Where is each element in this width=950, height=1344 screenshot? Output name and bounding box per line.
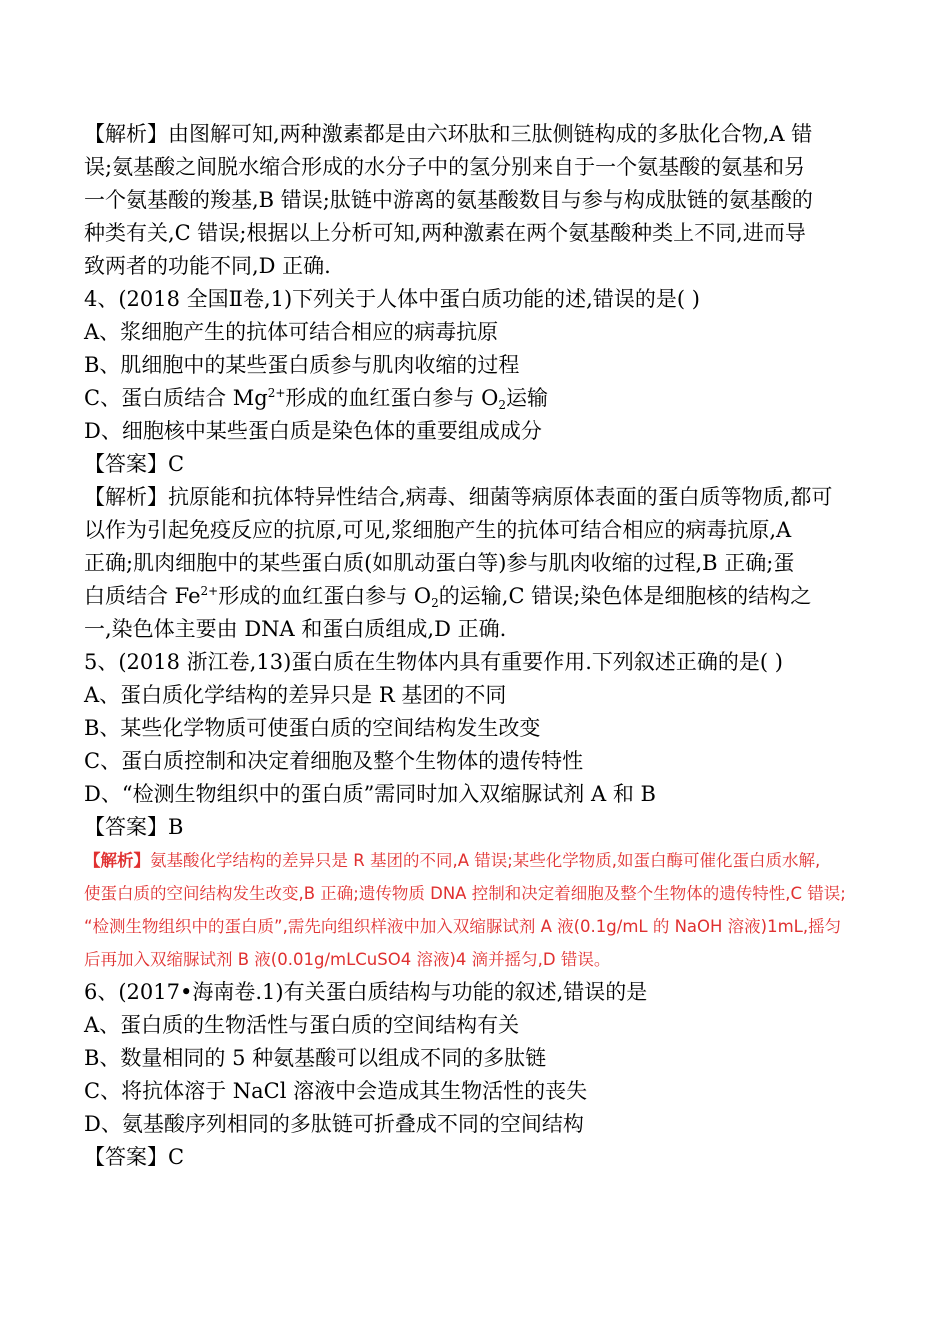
q3-analysis-line-3: 一个氨基酸的羧基,B 错误;肽链中游离的氨基酸数目与参与构成肽链的氨基酸的 [84, 188, 813, 212]
q4-analysis-text-2: 形成的血红蛋白参与 O [218, 584, 432, 608]
q4-analysis-line-4 [84, 580, 874, 613]
q5-answer: 【答案】B [84, 815, 184, 839]
q4-option-c-text-1: C、蛋白质结合 Mg [84, 386, 268, 410]
analysis-tag: 【解析】 [84, 122, 168, 146]
q3-analysis-line-1 [84, 118, 874, 151]
q3-analysis [84, 118, 874, 283]
q4-stem: 4、(2018 全国Ⅱ卷,1)下列关于人体中蛋白质功能的述,错误的是( ) [84, 287, 700, 311]
q5-analysis-text-1: 氨基酸化学结构的差异只是 R 基团的不同,A 错误;某些化学物质,如蛋白酶可催化蛋白质水解, [150, 851, 821, 870]
q4-analysis-line-3: 正确;肌肉细胞中的某些蛋白质(如肌动蛋白等)参与肌肉收缩的过程,B 正确;蛋 [84, 551, 795, 575]
q6-option-d: D、氨基酸序列相同的多肽链可折叠成不同的空间结构 [84, 1112, 584, 1136]
question-4 [84, 283, 874, 646]
q5-analysis-line-4: 后再加入双缩脲试剂 B 液(0.01g/mLCuSO4 溶液)4 滴并摇匀,D 错误。 [84, 950, 611, 969]
q4-analysis-line-5: 一,染色体主要由 DNA 和蛋白质组成,D 正确. [84, 617, 507, 641]
q5-option-c: C、蛋白质控制和决定着细胞及整个生物体的遗传特性 [84, 749, 584, 773]
content-column [84, 118, 874, 1174]
q4-option-c-subscript: 2 [498, 398, 506, 412]
q4-option-c [84, 382, 874, 415]
q6-option-a: A、蛋白质的生物活性与蛋白质的空间结构有关 [84, 1013, 520, 1037]
q5-analysis-line-2: 使蛋白质的空间结构发生改变,B 正确;遗传物质 DNA 控制和决定着细胞及整个生物体的遗传特性,C 错误; [84, 884, 846, 903]
q3-analysis-line-5: 致两者的功能不同,D 正确. [84, 254, 331, 278]
question-5 [84, 646, 874, 976]
q4-analysis-superscript: 2+ [200, 584, 219, 598]
q5-option-a: A、蛋白质化学结构的差异只是 R 基团的不同 [84, 683, 507, 707]
q5-analysis-line-1 [84, 844, 874, 877]
q6-stem: 6、(2017•海南卷.1)有关蛋白质结构与功能的叙述,错误的是 [84, 980, 648, 1004]
q4-option-b: B、肌细胞中的某些蛋白质参与肌肉收缩的过程 [84, 353, 520, 377]
q6-answer: 【答案】C [84, 1145, 185, 1169]
q4-option-c-superscript: 2+ [267, 386, 286, 400]
q5-analysis-line-3: “检测生物组织中的蛋白质”,需先向组织样液中加入双缩脲试剂 A 液(0.1g/mL 的 NaOH 溶液)1mL,摇匀 [84, 917, 842, 936]
q3-analysis-text-1: 由图解可知,两种激素都是由六环肽和三肽侧链构成的多肽化合物,A 错 [168, 122, 813, 146]
q4-analysis-line-2: 以作为引起免疫反应的抗原,可见,浆细胞产生的抗体可结合相应的病毒抗原,A [84, 518, 792, 542]
q3-analysis-line-2: 误;氨基酸之间脱水缩合形成的水分子中的氢分别来自于一个氨基酸的氨基和另 [84, 155, 806, 179]
q5-analysis-tag: 【解析】 [84, 851, 150, 870]
question-6 [84, 976, 874, 1174]
q4-answer: 【答案】C [84, 452, 185, 476]
q4-option-a: A、浆细胞产生的抗体可结合相应的病毒抗原 [84, 320, 499, 344]
q4-option-d: D、细胞核中某些蛋白质是染色体的重要组成成分 [84, 419, 542, 443]
q6-option-c: C、将抗体溶于 NaCl 溶液中会造成其生物活性的丧失 [84, 1079, 588, 1103]
q4-analysis-line-1: 【解析】抗原能和抗体特异性结合,病毒、细菌等病原体表面的蛋白质等物质,都可 [84, 485, 833, 509]
q4-analysis-text-1: 白质结合 Fe [84, 584, 201, 608]
q4-option-c-text-2: 形成的血红蛋白参与 O [285, 386, 499, 410]
q4-option-c-text-3: 运输 [505, 386, 548, 410]
q4-analysis-text-3: 的运输,C 错误;染色体是细胞核的结构之 [438, 584, 812, 608]
q5-stem: 5、(2018 浙江卷,13)蛋白质在生物体内具有重要作用.下列叙述正确的是( ) [84, 650, 783, 674]
q3-analysis-line-4: 种类有关,C 错误;根据以上分析可知,两种激素在两个氨基酸种类上不同,进而导 [84, 221, 806, 245]
q5-option-d: D、“检测生物组织中的蛋白质”需同时加入双缩脲试剂 A 和 B [84, 782, 656, 806]
q6-option-b: B、数量相同的 5 种氨基酸可以组成不同的多肽链 [84, 1046, 547, 1070]
q4-analysis-subscript: 2 [431, 596, 439, 610]
q5-option-b: B、某些化学物质可使蛋白质的空间结构发生改变 [84, 716, 541, 740]
